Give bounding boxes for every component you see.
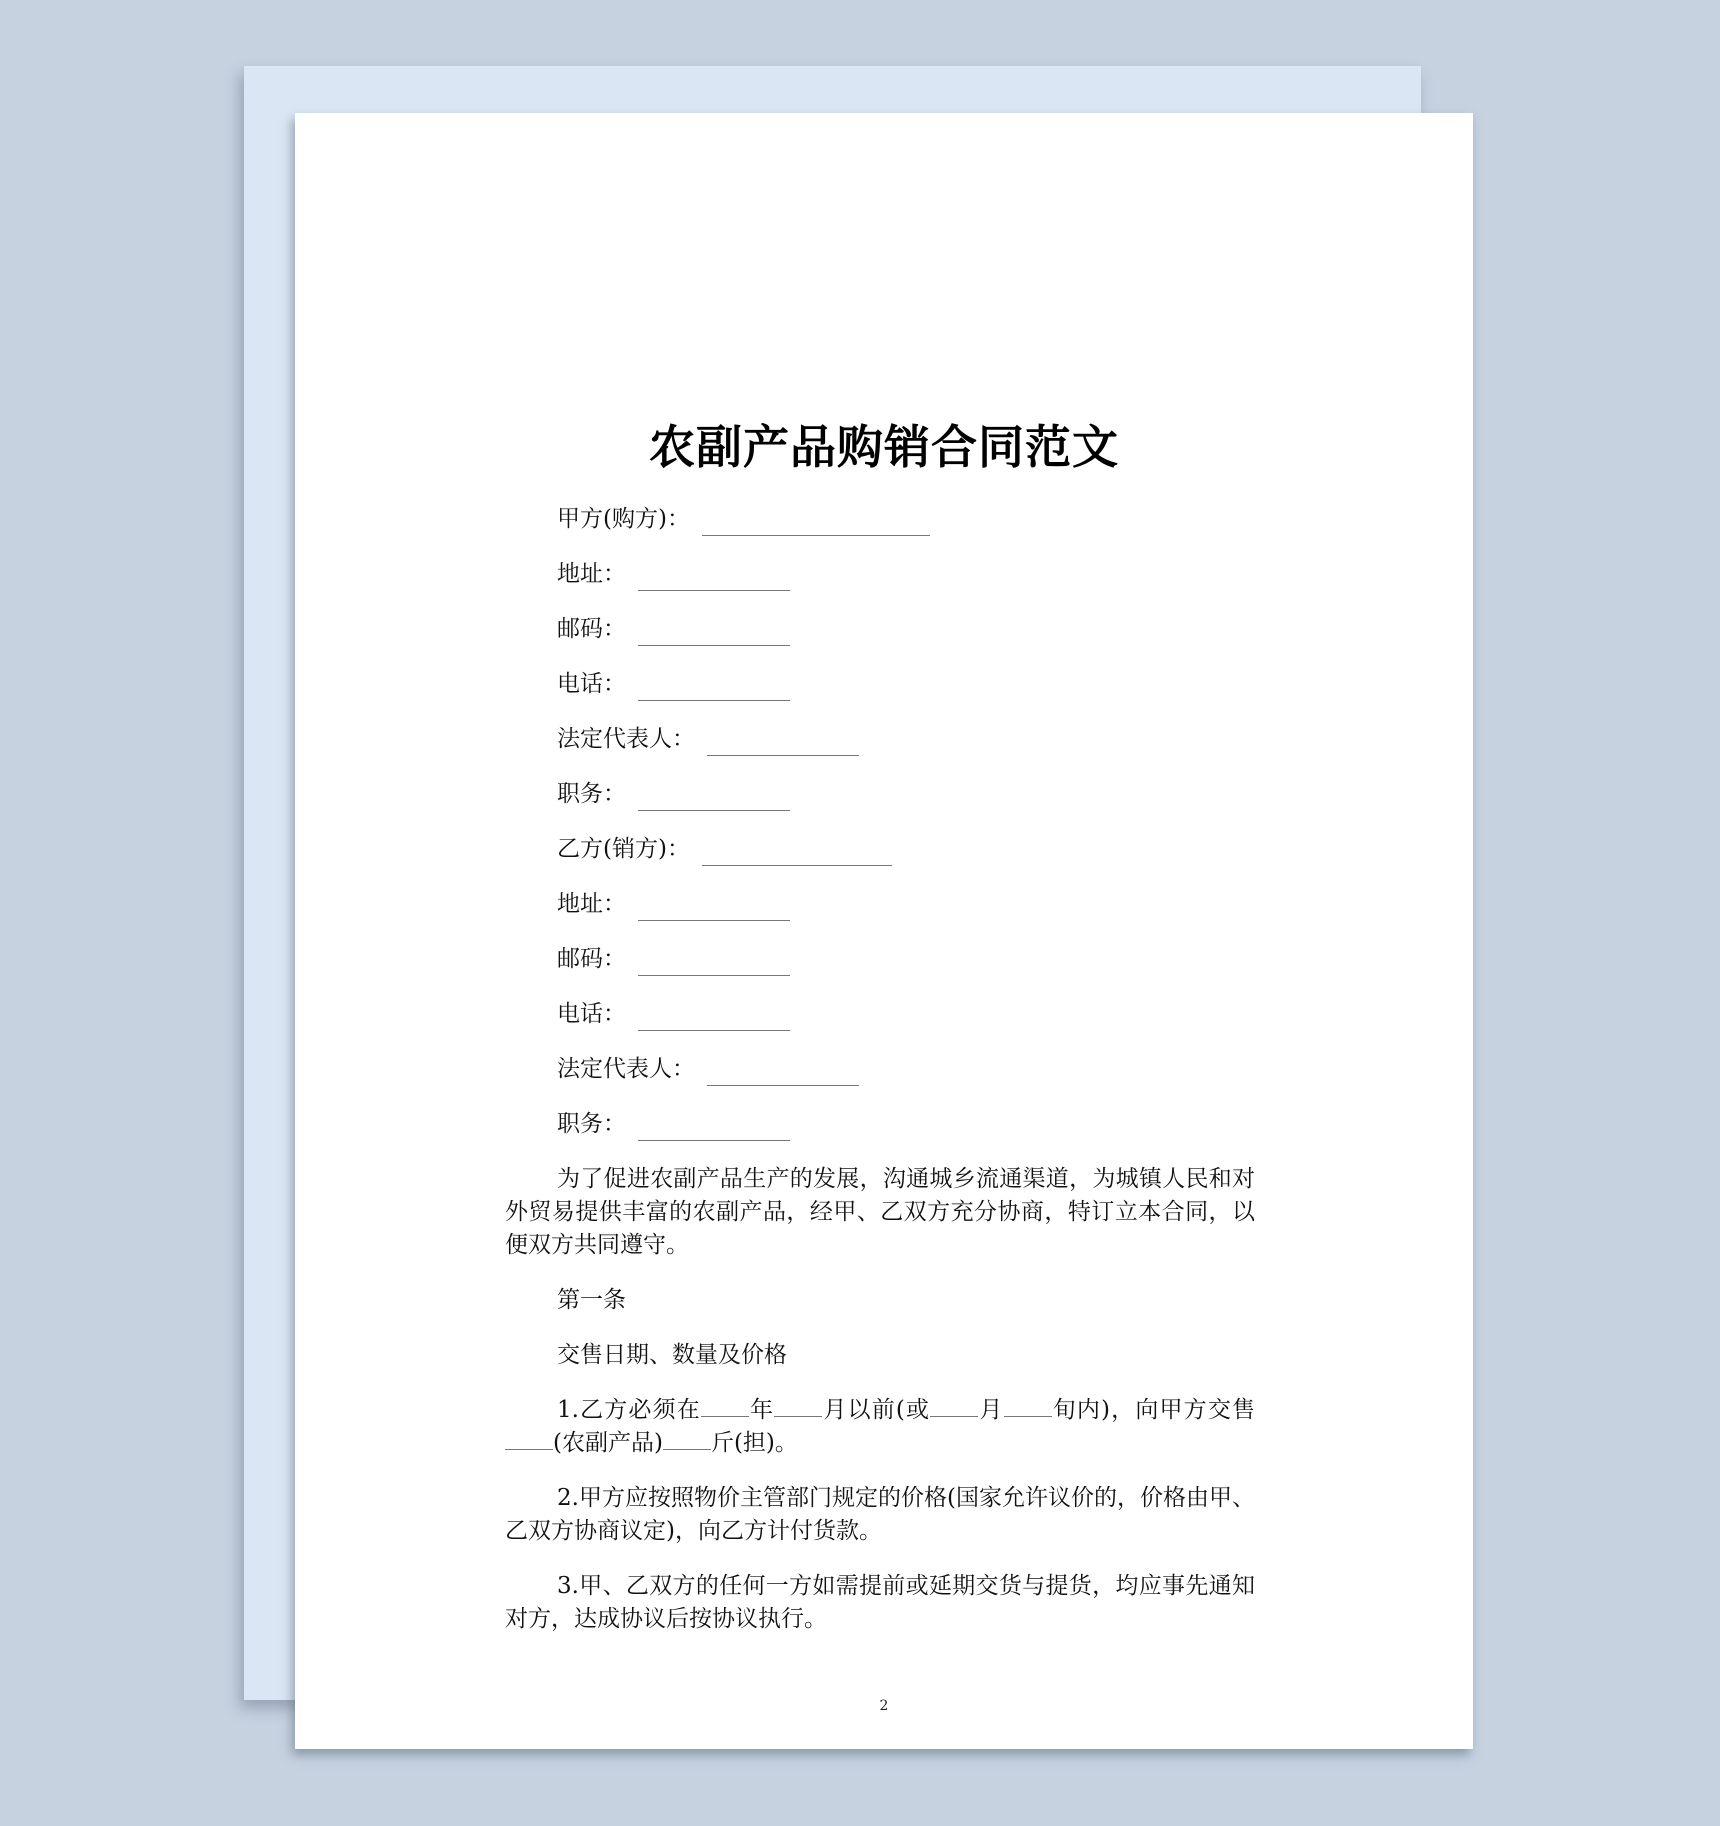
party-b-field-label: 法定代表人： [557, 1056, 695, 1082]
party-b-field-blank[interactable] [638, 898, 790, 921]
party-a-field-label: 法定代表人： [557, 726, 695, 752]
party-b-field-row [557, 943, 1255, 976]
clause-1-text: 月 [978, 1397, 1004, 1423]
party-a-field-blank[interactable] [638, 623, 790, 646]
party-b-field-blank[interactable] [702, 843, 892, 866]
party-b-field-row [557, 888, 1255, 921]
party-b-field-label: 乙方(销方)： [557, 836, 690, 862]
party-a-field-row [557, 723, 1255, 756]
clause-1-text: (农副产品) [553, 1430, 663, 1456]
party-b-field-row [557, 1053, 1255, 1086]
quantity-blank[interactable] [663, 1429, 711, 1450]
clause-3: 3.甲、乙双方的任何一方如需提前或延期交货与提货，均应事先通知对方，达成协议后按协议执行。 [505, 1573, 1255, 1632]
party-a-field-row [557, 668, 1255, 701]
page-number: 2 [879, 1698, 889, 1714]
party-a-field-row [557, 503, 1255, 536]
party-a-field-row [557, 778, 1255, 811]
party-a-field-blank[interactable] [638, 788, 790, 811]
clause-2: 2.甲方应按照物价主管部门规定的价格(国家允许议价的，价格由甲、乙双方协商议定)，向乙方计付货款。 [505, 1485, 1255, 1544]
party-b-field-blank[interactable] [638, 1008, 790, 1031]
clause-1 [505, 1394, 1255, 1460]
party-a-field-row [557, 558, 1255, 591]
party-a-field-blank[interactable] [702, 513, 930, 536]
clause-1-text: 旬内)，向甲方交售 [1051, 1397, 1255, 1423]
party-b-field-blank[interactable] [638, 1118, 790, 1141]
party-a-field-blank[interactable] [707, 733, 859, 756]
party-a-field-label: 职务： [557, 781, 626, 807]
party-a-field-label: 地址： [557, 561, 626, 587]
article-heading: 交售日期、数量及价格 [557, 1342, 787, 1368]
party-a-field-blank[interactable] [638, 568, 790, 591]
party-a-field-row [557, 613, 1255, 646]
document-title: 农副产品购销合同范文 [649, 420, 1119, 474]
preamble-paragraph: 为了促进农副产品生产的发展，沟通城乡流通渠道，为城镇人民和对外贸易提供丰富的农副产品，经甲、乙双方充分协商，特订立本合同，以便双方共同遵守。 [505, 1166, 1255, 1258]
party-b-field-label: 地址： [557, 891, 626, 917]
party-a-field-label: 电话： [557, 671, 626, 697]
product-blank[interactable] [505, 1429, 553, 1450]
clause-1-text: 年 [748, 1397, 775, 1423]
year-blank[interactable] [701, 1396, 749, 1417]
party-b-field-label: 邮码： [557, 946, 626, 972]
document-body [505, 503, 1255, 1658]
party-a-section [505, 503, 1255, 811]
party-b-field-row [557, 998, 1255, 1031]
party-b-field-label: 职务： [557, 1111, 626, 1137]
article-number: 第一条 [557, 1287, 626, 1313]
party-a-field-blank[interactable] [638, 678, 790, 701]
party-b-field-label: 电话： [557, 1001, 626, 1027]
month-blank[interactable] [774, 1396, 822, 1417]
party-a-field-label: 甲方(购方)： [557, 506, 690, 532]
clause-1-text: 1.乙方必须在 [557, 1397, 701, 1423]
party-b-field-blank[interactable] [707, 1063, 859, 1086]
alt-month-blank[interactable] [930, 1396, 978, 1417]
clause-1-text: 斤(担)。 [710, 1430, 798, 1456]
clause-1-text: 月以前(或 [822, 1397, 931, 1423]
party-b-field-blank[interactable] [638, 953, 790, 976]
document-page [295, 113, 1473, 1749]
period-blank[interactable] [1004, 1396, 1052, 1417]
party-a-field-label: 邮码： [557, 616, 626, 642]
party-b-section [505, 833, 1255, 1141]
party-b-field-row [557, 1108, 1255, 1141]
party-b-field-row [557, 833, 1255, 866]
